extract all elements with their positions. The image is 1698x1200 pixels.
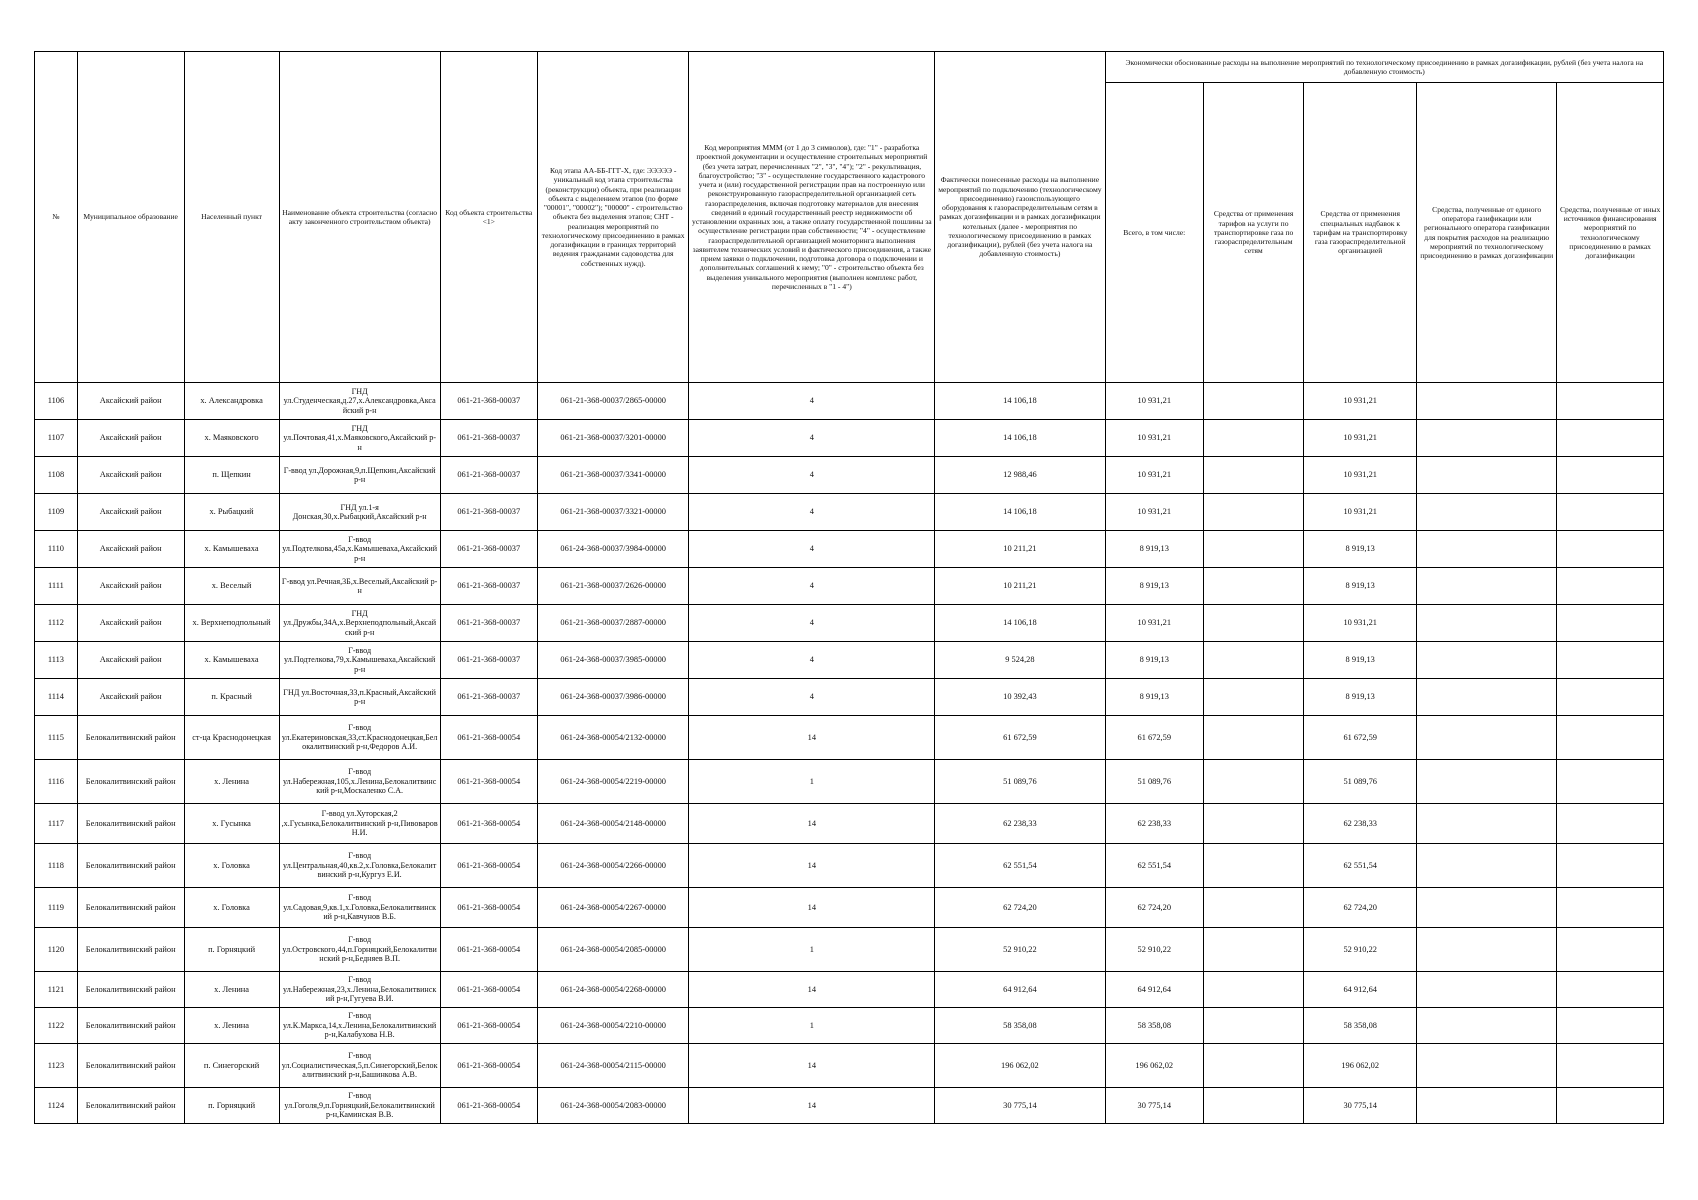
row-actual-costs: 9 524,28 bbox=[935, 642, 1105, 679]
row-municipality: Аксайский район bbox=[77, 605, 184, 642]
row-other-funds bbox=[1557, 1044, 1664, 1088]
row-num: 1121 bbox=[35, 972, 78, 1008]
row-municipality: Белокалитвинский район bbox=[77, 1088, 184, 1124]
row-num: 1113 bbox=[35, 642, 78, 679]
row-actual-costs: 61 672,59 bbox=[935, 716, 1105, 760]
row-operator-funds bbox=[1417, 568, 1557, 605]
row-object-code: 061-21-368-00054 bbox=[440, 804, 537, 844]
row-object-code: 061-21-368-00037 bbox=[440, 679, 537, 716]
row-actual-costs: 14 106,18 bbox=[935, 420, 1105, 457]
row-municipality: Белокалитвинский район bbox=[77, 972, 184, 1008]
row-operator-funds bbox=[1417, 972, 1557, 1008]
table-row bbox=[35, 844, 1664, 888]
row-actual-costs: 62 238,33 bbox=[935, 804, 1105, 844]
row-stage-code: 061-24-368-00037/3985-00000 bbox=[537, 642, 689, 679]
row-stage-code: 061-24-368-00054/2266-00000 bbox=[537, 844, 689, 888]
row-other-funds bbox=[1557, 679, 1664, 716]
row-total: 30 775,14 bbox=[1105, 1088, 1203, 1124]
row-total: 8 919,13 bbox=[1105, 679, 1203, 716]
row-municipality: Белокалитвинский район bbox=[77, 1008, 184, 1044]
row-settlement: х. Ленина bbox=[184, 972, 279, 1008]
row-municipality: Белокалитвинский район bbox=[77, 760, 184, 804]
row-object-code: 061-21-368-00037 bbox=[440, 531, 537, 568]
row-actual-costs: 14 106,18 bbox=[935, 383, 1105, 420]
row-event-code: 14 bbox=[689, 972, 935, 1008]
row-num: 1111 bbox=[35, 568, 78, 605]
row-stage-code: 061-24-368-00054/2210-00000 bbox=[537, 1008, 689, 1044]
table-row bbox=[35, 605, 1664, 642]
row-event-code: 14 bbox=[689, 1044, 935, 1088]
row-stage-code: 061-21-368-00037/2887-00000 bbox=[537, 605, 689, 642]
row-object-name: Г-ввод ул.Садовая,9,кв.1,х.Головка,Белокалитвинский р-н,Кавчунов В.Б. bbox=[279, 888, 440, 928]
row-stage-code: 061-24-368-00054/2148-00000 bbox=[537, 804, 689, 844]
row-event-code: 14 bbox=[689, 1088, 935, 1124]
row-total: 10 931,21 bbox=[1105, 383, 1203, 420]
row-total: 61 672,59 bbox=[1105, 716, 1203, 760]
row-stage-code: 061-24-368-00037/3984-00000 bbox=[537, 531, 689, 568]
table-row bbox=[35, 531, 1664, 568]
row-event-code: 4 bbox=[689, 568, 935, 605]
row-actual-costs: 30 775,14 bbox=[935, 1088, 1105, 1124]
row-total: 8 919,13 bbox=[1105, 568, 1203, 605]
row-surcharge-funds: 8 919,13 bbox=[1304, 531, 1417, 568]
row-actual-costs: 62 551,54 bbox=[935, 844, 1105, 888]
row-tariff-funds bbox=[1203, 457, 1303, 494]
row-num: 1107 bbox=[35, 420, 78, 457]
row-operator-funds bbox=[1417, 844, 1557, 888]
row-tariff-funds bbox=[1203, 1088, 1303, 1124]
row-other-funds bbox=[1557, 716, 1664, 760]
row-total: 52 910,22 bbox=[1105, 928, 1203, 972]
row-actual-costs: 52 910,22 bbox=[935, 928, 1105, 972]
row-actual-costs: 196 062,02 bbox=[935, 1044, 1105, 1088]
row-stage-code: 061-24-368-00054/2083-00000 bbox=[537, 1088, 689, 1124]
row-total: 10 931,21 bbox=[1105, 494, 1203, 531]
table-row bbox=[35, 457, 1664, 494]
row-surcharge-funds: 61 672,59 bbox=[1304, 716, 1417, 760]
row-total: 64 912,64 bbox=[1105, 972, 1203, 1008]
row-tariff-funds bbox=[1203, 420, 1303, 457]
row-other-funds bbox=[1557, 928, 1664, 972]
row-object-code: 061-21-368-00037 bbox=[440, 568, 537, 605]
row-num: 1122 bbox=[35, 1008, 78, 1044]
row-num: 1115 bbox=[35, 716, 78, 760]
row-object-code: 061-21-368-00054 bbox=[440, 1044, 537, 1088]
row-object-name: ГНД ул.1-я Донская,30,х.Рыбацкий,Аксайский р-н bbox=[279, 494, 440, 531]
row-stage-code: 061-24-368-00037/3986-00000 bbox=[537, 679, 689, 716]
row-event-code: 1 bbox=[689, 1008, 935, 1044]
row-actual-costs: 62 724,20 bbox=[935, 888, 1105, 928]
row-surcharge-funds: 52 910,22 bbox=[1304, 928, 1417, 972]
row-event-code: 4 bbox=[689, 679, 935, 716]
row-stage-code: 061-24-368-00054/2267-00000 bbox=[537, 888, 689, 928]
row-settlement: п. Красный bbox=[184, 679, 279, 716]
row-municipality: Аксайский район bbox=[77, 568, 184, 605]
row-municipality: Аксайский район bbox=[77, 457, 184, 494]
table-row bbox=[35, 679, 1664, 716]
row-operator-funds bbox=[1417, 804, 1557, 844]
row-other-funds bbox=[1557, 972, 1664, 1008]
row-municipality: Аксайский район bbox=[77, 383, 184, 420]
row-event-code: 1 bbox=[689, 928, 935, 972]
row-settlement: х. Гусынка bbox=[184, 804, 279, 844]
row-object-name: Г-ввод ул.Островского,44,п.Горняцкий,Белокалитвинский р-н,Бедняев В.П. bbox=[279, 928, 440, 972]
row-num: 1106 bbox=[35, 383, 78, 420]
row-object-name: Г-ввод ул.Гоголя,9,п.Горняцкий,Белокалитвинский р-н,Каминская В.В. bbox=[279, 1088, 440, 1124]
table-row bbox=[35, 888, 1664, 928]
row-tariff-funds bbox=[1203, 494, 1303, 531]
row-tariff-funds bbox=[1203, 716, 1303, 760]
row-event-code: 4 bbox=[689, 531, 935, 568]
row-surcharge-funds: 64 912,64 bbox=[1304, 972, 1417, 1008]
row-object-name: Г-ввод ул.Речная,3Б,х.Веселый,Аксайский р-н bbox=[279, 568, 440, 605]
row-stage-code: 061-24-368-00054/2268-00000 bbox=[537, 972, 689, 1008]
row-actual-costs: 10 392,43 bbox=[935, 679, 1105, 716]
header-operator-funds: Средства, полученные от единого оператора газификации или регионального оператора газификации для покрытия расходов на реализацию мероприятий по технологическому присоединению в рамках догазификации bbox=[1417, 83, 1557, 383]
row-event-code: 14 bbox=[689, 804, 935, 844]
row-stage-code: 061-24-368-00054/2115-00000 bbox=[537, 1044, 689, 1088]
row-settlement: х. Рыбацкий bbox=[184, 494, 279, 531]
row-settlement: ст-ца Краснодонецкая bbox=[184, 716, 279, 760]
row-settlement: х. Камышеваха bbox=[184, 531, 279, 568]
row-object-name: Г-ввод ул.Подтелкова,45а,х.Камышеваха,Аксайский р-н bbox=[279, 531, 440, 568]
row-municipality: Аксайский район bbox=[77, 420, 184, 457]
row-total: 51 089,76 bbox=[1105, 760, 1203, 804]
row-settlement: х. Головка bbox=[184, 844, 279, 888]
row-num: 1117 bbox=[35, 804, 78, 844]
row-settlement: х. Верхнеподпольный bbox=[184, 605, 279, 642]
row-event-code: 14 bbox=[689, 888, 935, 928]
row-object-name: ГНД ул.Студенческая,д.27,х.Александровка,Аксайский р-н bbox=[279, 383, 440, 420]
row-num: 1119 bbox=[35, 888, 78, 928]
row-surcharge-funds: 10 931,21 bbox=[1304, 494, 1417, 531]
row-surcharge-funds: 51 089,76 bbox=[1304, 760, 1417, 804]
row-surcharge-funds: 58 358,08 bbox=[1304, 1008, 1417, 1044]
row-object-name: Г-ввод ул.Центральная,40,кв.2,х.Головка,Белокалитвинский р-н,Кургуз Е.И. bbox=[279, 844, 440, 888]
row-actual-costs: 12 988,46 bbox=[935, 457, 1105, 494]
row-municipality: Аксайский район bbox=[77, 679, 184, 716]
row-surcharge-funds: 196 062,02 bbox=[1304, 1044, 1417, 1088]
row-surcharge-funds: 30 775,14 bbox=[1304, 1088, 1417, 1124]
row-total: 62 551,54 bbox=[1105, 844, 1203, 888]
row-surcharge-funds: 10 931,21 bbox=[1304, 457, 1417, 494]
row-event-code: 4 bbox=[689, 605, 935, 642]
row-num: 1116 bbox=[35, 760, 78, 804]
table-row bbox=[35, 383, 1664, 420]
row-object-code: 061-21-368-00037 bbox=[440, 605, 537, 642]
table-body bbox=[35, 383, 1664, 1124]
row-event-code: 4 bbox=[689, 642, 935, 679]
row-other-funds bbox=[1557, 494, 1664, 531]
table-header bbox=[35, 52, 1664, 383]
row-municipality: Аксайский район bbox=[77, 531, 184, 568]
row-tariff-funds bbox=[1203, 760, 1303, 804]
row-stage-code: 061-21-368-00037/2626-00000 bbox=[537, 568, 689, 605]
row-other-funds bbox=[1557, 420, 1664, 457]
row-event-code: 14 bbox=[689, 844, 935, 888]
row-actual-costs: 10 211,21 bbox=[935, 568, 1105, 605]
table-row bbox=[35, 420, 1664, 457]
row-surcharge-funds: 62 551,54 bbox=[1304, 844, 1417, 888]
row-object-code: 061-21-368-00054 bbox=[440, 972, 537, 1008]
row-settlement: п. Синегорский bbox=[184, 1044, 279, 1088]
row-object-code: 061-21-368-00037 bbox=[440, 642, 537, 679]
row-other-funds bbox=[1557, 804, 1664, 844]
header-economic-costs-group: Экономически обоснованные расходы на выполнение мероприятий по технологическому присоединению в рамках догазификации, рублей (без учета налога на добавленную стоимость) bbox=[1105, 52, 1663, 83]
row-tariff-funds bbox=[1203, 844, 1303, 888]
row-total: 10 931,21 bbox=[1105, 605, 1203, 642]
table-row bbox=[35, 716, 1664, 760]
row-event-code: 1 bbox=[689, 760, 935, 804]
row-total: 8 919,13 bbox=[1105, 531, 1203, 568]
row-object-code: 061-21-368-00054 bbox=[440, 928, 537, 972]
row-other-funds bbox=[1557, 888, 1664, 928]
table-row bbox=[35, 1088, 1664, 1124]
row-tariff-funds bbox=[1203, 972, 1303, 1008]
row-operator-funds bbox=[1417, 457, 1557, 494]
row-total: 58 358,08 bbox=[1105, 1008, 1203, 1044]
row-object-name: ГНД ул.Почтовая,41,х.Маяковского,Аксайский р-н bbox=[279, 420, 440, 457]
header-actual-costs: Фактически понесенные расходы на выполнение мероприятий по подключению (технологическому присоединению) газоиспользующего оборудования к газораспределительным сетям в рамках догазификации и в рамках догазификации котельных (далее - мероприятия по технологическому присоединению в рамках догазификации), рублей (без учета налога на добавленную стоимость) bbox=[935, 52, 1105, 383]
row-object-code: 061-21-368-00054 bbox=[440, 760, 537, 804]
row-operator-funds bbox=[1417, 1088, 1557, 1124]
row-stage-code: 061-21-368-00037/2865-00000 bbox=[537, 383, 689, 420]
row-surcharge-funds: 8 919,13 bbox=[1304, 568, 1417, 605]
row-other-funds bbox=[1557, 1008, 1664, 1044]
row-num: 1109 bbox=[35, 494, 78, 531]
row-total: 10 931,21 bbox=[1105, 420, 1203, 457]
row-total: 8 919,13 bbox=[1105, 642, 1203, 679]
row-object-name: Г-ввод ул.Хуторская,2 ,х.Гусынка,Белокалитвинский р-н,Пивоваров Н.И. bbox=[279, 804, 440, 844]
row-municipality: Белокалитвинский район bbox=[77, 804, 184, 844]
header-other-funds: Средства, полученные от иных источников финансирования мероприятий по технологическому присоединению в рамках догазификации bbox=[1557, 83, 1664, 383]
header-event-code: Код мероприятия ММM (от 1 до 3 символов), где: "1" - разработка проектной документации и осуществление строительных мероприятий (без учета затрат, перечисленных "2", "3", "4"); "2" - рекультивация, благоустройство; "3" - осуществление государственного кадастрового учета и (или) государственной регистрации прав на построенную или реконструированную газораспределительной организацией сеть газораспределения, включая подготовку материалов для внесения сведений в единый государственный реестр недвижимости об установлении охранных зон, а также оплату государственной пошлины за осуществление регистрации прав собственности; "4" - осуществление газораспределительной организацией мониторинга выполнения заявителем технических условий и фактического присоединения, а также прием заявки о подключении, подготовка договора о подключении и дополнительных соглашений к нему; "0" - строительство объекта без выделения уникального мероприятия (выполнен комплекс работ, перечисленных в "1 - 4") bbox=[689, 52, 935, 383]
row-other-funds bbox=[1557, 568, 1664, 605]
row-tariff-funds bbox=[1203, 888, 1303, 928]
row-surcharge-funds: 10 931,21 bbox=[1304, 605, 1417, 642]
row-tariff-funds bbox=[1203, 568, 1303, 605]
row-operator-funds bbox=[1417, 383, 1557, 420]
row-operator-funds bbox=[1417, 679, 1557, 716]
row-object-code: 061-21-368-00054 bbox=[440, 716, 537, 760]
row-surcharge-funds: 8 919,13 bbox=[1304, 642, 1417, 679]
row-object-name: Г-ввод ул.Набережная,105,х.Ленина,Белокалитвинский р-н,Москаленко С.А. bbox=[279, 760, 440, 804]
row-total: 62 724,20 bbox=[1105, 888, 1203, 928]
row-settlement: п. Горняцкий bbox=[184, 1088, 279, 1124]
row-operator-funds bbox=[1417, 531, 1557, 568]
table-row bbox=[35, 1044, 1664, 1088]
row-operator-funds bbox=[1417, 716, 1557, 760]
row-num: 1120 bbox=[35, 928, 78, 972]
header-tariff-funds: Средства от применения тарифов на услуги по транспортировке газа по газораспределительным сетям bbox=[1203, 83, 1303, 383]
row-municipality: Белокалитвинский район bbox=[77, 844, 184, 888]
row-stage-code: 061-24-368-00054/2132-00000 bbox=[537, 716, 689, 760]
row-settlement: х. Камышеваха bbox=[184, 642, 279, 679]
row-operator-funds bbox=[1417, 928, 1557, 972]
row-object-code: 061-21-368-00037 bbox=[440, 420, 537, 457]
row-object-name: ГНД ул.Восточная,33,п.Красный,Аксайский р-н bbox=[279, 679, 440, 716]
row-stage-code: 061-24-368-00054/2085-00000 bbox=[537, 928, 689, 972]
row-stage-code: 061-21-368-00037/3341-00000 bbox=[537, 457, 689, 494]
row-object-code: 061-21-368-00054 bbox=[440, 844, 537, 888]
row-tariff-funds bbox=[1203, 383, 1303, 420]
row-settlement: х. Александровка bbox=[184, 383, 279, 420]
table-row bbox=[35, 1008, 1664, 1044]
row-total: 196 062,02 bbox=[1105, 1044, 1203, 1088]
row-municipality: Аксайский район bbox=[77, 494, 184, 531]
row-object-name: Г-ввод ул.Социалистическая,5,п.Синегорский,Белокалитвинский р-н,Башинкова А.В. bbox=[279, 1044, 440, 1088]
row-other-funds bbox=[1557, 383, 1664, 420]
row-object-code: 061-21-368-00037 bbox=[440, 494, 537, 531]
row-object-code: 061-21-368-00054 bbox=[440, 1008, 537, 1044]
header-total: Всего, в том числе: bbox=[1105, 83, 1203, 383]
table-row bbox=[35, 760, 1664, 804]
row-operator-funds bbox=[1417, 1008, 1557, 1044]
row-object-name: Г-ввод ул.Екатериновская,33,ст.Краснодонецкая,Белокалитвинский р-н,Федоров А.И. bbox=[279, 716, 440, 760]
row-operator-funds bbox=[1417, 1044, 1557, 1088]
row-other-funds bbox=[1557, 605, 1664, 642]
row-object-code: 061-21-368-00037 bbox=[440, 383, 537, 420]
row-object-code: 061-21-368-00054 bbox=[440, 888, 537, 928]
row-object-name: Г-ввод ул.Дорожная,9,п.Щепкин,Аксайский р-н bbox=[279, 457, 440, 494]
row-stage-code: 061-24-368-00054/2219-00000 bbox=[537, 760, 689, 804]
row-settlement: х. Ленина bbox=[184, 1008, 279, 1044]
row-surcharge-funds: 10 931,21 bbox=[1304, 420, 1417, 457]
header-surcharge-funds: Средства от применения специальных надбавок к тарифам на транспортировку газа газораспределительной организацией bbox=[1304, 83, 1417, 383]
row-object-name: Г-ввод ул.Подтелкова,79,х.Камышеваха,Аксайский р-н bbox=[279, 642, 440, 679]
table-row bbox=[35, 972, 1664, 1008]
row-total: 10 931,21 bbox=[1105, 457, 1203, 494]
row-num: 1110 bbox=[35, 531, 78, 568]
row-operator-funds bbox=[1417, 642, 1557, 679]
row-settlement: п. Щепкин bbox=[184, 457, 279, 494]
header-object-name: Наименование объекта строительства (согласно акту законченного строительством объекта) bbox=[279, 52, 440, 383]
row-tariff-funds bbox=[1203, 1044, 1303, 1088]
row-surcharge-funds: 10 931,21 bbox=[1304, 383, 1417, 420]
row-actual-costs: 64 912,64 bbox=[935, 972, 1105, 1008]
row-other-funds bbox=[1557, 457, 1664, 494]
row-stage-code: 061-21-368-00037/3321-00000 bbox=[537, 494, 689, 531]
row-actual-costs: 14 106,18 bbox=[935, 494, 1105, 531]
row-total: 62 238,33 bbox=[1105, 804, 1203, 844]
header-municipality: Муниципальное образование bbox=[77, 52, 184, 383]
row-other-funds bbox=[1557, 844, 1664, 888]
row-tariff-funds bbox=[1203, 605, 1303, 642]
table-row bbox=[35, 642, 1664, 679]
header-object-code: Код объекта строительства <1> bbox=[440, 52, 537, 383]
row-surcharge-funds: 62 238,33 bbox=[1304, 804, 1417, 844]
row-num: 1118 bbox=[35, 844, 78, 888]
row-surcharge-funds: 62 724,20 bbox=[1304, 888, 1417, 928]
row-municipality: Белокалитвинский район bbox=[77, 888, 184, 928]
row-event-code: 4 bbox=[689, 383, 935, 420]
row-num: 1123 bbox=[35, 1044, 78, 1088]
row-event-code: 14 bbox=[689, 716, 935, 760]
row-municipality: Белокалитвинский район bbox=[77, 928, 184, 972]
row-settlement: х. Ленина bbox=[184, 760, 279, 804]
header-num: № bbox=[35, 52, 78, 383]
row-municipality: Белокалитвинский район bbox=[77, 716, 184, 760]
row-num: 1108 bbox=[35, 457, 78, 494]
row-municipality: Аксайский район bbox=[77, 642, 184, 679]
row-other-funds bbox=[1557, 642, 1664, 679]
row-stage-code: 061-21-368-00037/3201-00000 bbox=[537, 420, 689, 457]
table-row bbox=[35, 568, 1664, 605]
table-row bbox=[35, 494, 1664, 531]
row-tariff-funds bbox=[1203, 642, 1303, 679]
row-other-funds bbox=[1557, 760, 1664, 804]
row-operator-funds bbox=[1417, 605, 1557, 642]
row-other-funds bbox=[1557, 531, 1664, 568]
row-surcharge-funds: 8 919,13 bbox=[1304, 679, 1417, 716]
row-other-funds bbox=[1557, 1088, 1664, 1124]
row-actual-costs: 10 211,21 bbox=[935, 531, 1105, 568]
row-settlement: п. Горняцкий bbox=[184, 928, 279, 972]
row-settlement: х. Маяковского bbox=[184, 420, 279, 457]
table-row bbox=[35, 804, 1664, 844]
table-row bbox=[35, 928, 1664, 972]
row-object-name: Г-ввод ул.Набережная,23,х.Ленина,Белокалитвинский р-н,Гугуева В.И. bbox=[279, 972, 440, 1008]
row-num: 1114 bbox=[35, 679, 78, 716]
row-actual-costs: 58 358,08 bbox=[935, 1008, 1105, 1044]
row-actual-costs: 51 089,76 bbox=[935, 760, 1105, 804]
row-object-code: 061-21-368-00054 bbox=[440, 1088, 537, 1124]
row-operator-funds bbox=[1417, 494, 1557, 531]
row-tariff-funds bbox=[1203, 928, 1303, 972]
row-tariff-funds bbox=[1203, 679, 1303, 716]
row-municipality: Белокалитвинский район bbox=[77, 1044, 184, 1088]
document-page bbox=[34, 51, 1664, 1124]
row-actual-costs: 14 106,18 bbox=[935, 605, 1105, 642]
row-event-code: 4 bbox=[689, 457, 935, 494]
row-settlement: х. Головка bbox=[184, 888, 279, 928]
row-object-name: Г-ввод ул.К.Маркса,14,х.Ленина,Белокалитвинский р-н,Калабухова Н.В. bbox=[279, 1008, 440, 1044]
row-operator-funds bbox=[1417, 760, 1557, 804]
row-settlement: х. Веселый bbox=[184, 568, 279, 605]
row-num: 1112 bbox=[35, 605, 78, 642]
row-operator-funds bbox=[1417, 420, 1557, 457]
tariff-table bbox=[34, 51, 1664, 1124]
header-stage-code: Код этапа АА-ББ-ГГГ-Х, где: ЭЭЭЭЭ - уникальный код этапа строительства (реконструкции) объекта, при реализации объекта с выделением этапов (по форме "00001", "00002"); "00000" - строительство объекта без выделения этапов; СНТ - реализация мероприятий по технологическому присоединению в рамках догазификации в границах территорий ведения гражданами садоводства для собственных нужд). bbox=[537, 52, 689, 383]
row-event-code: 4 bbox=[689, 494, 935, 531]
row-event-code: 4 bbox=[689, 420, 935, 457]
row-tariff-funds bbox=[1203, 531, 1303, 568]
row-operator-funds bbox=[1417, 888, 1557, 928]
header-settlement: Населенный пункт bbox=[184, 52, 279, 383]
row-tariff-funds bbox=[1203, 1008, 1303, 1044]
row-object-name: ГНД ул.Дружбы,34А,х.Верхнеподпольный,Аксайский р-н bbox=[279, 605, 440, 642]
row-tariff-funds bbox=[1203, 804, 1303, 844]
row-num: 1124 bbox=[35, 1088, 78, 1124]
row-object-code: 061-21-368-00037 bbox=[440, 457, 537, 494]
